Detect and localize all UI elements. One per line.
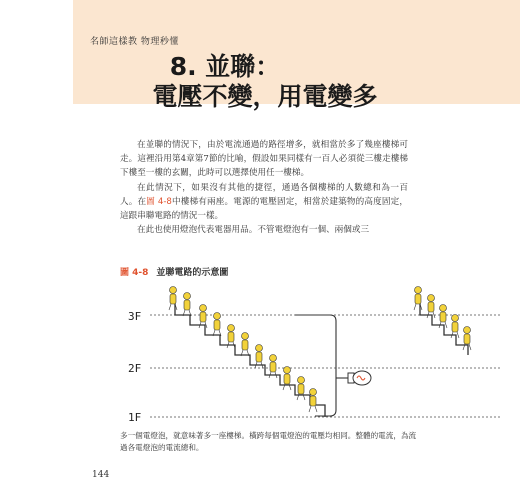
parallel-circuit-diagram [120,280,520,425]
paragraph-2-end: 中樓梯有兩座。電源的電壓固定，相當於建築物的高度固定，這跟串聯電路的情況一樣。 [120,196,408,222]
chapter-title [0,52,520,112]
paragraph-2-start: 在此情況下，如果沒有其他的捷徑，通過各個樓梯的人數總和為一百人。在 [120,182,408,207]
series-label: 名師這樣教 物理秒懂 [90,37,179,47]
floor-label-1f: 1F [128,411,142,424]
floor-label-2f: 2F [128,362,142,375]
paragraph-3: 在此也使用燈泡代表電器用品。不管電燈泡有一個、兩個或三 [137,225,370,236]
left-staircase [175,302,325,417]
light-bulb-icon [348,371,371,385]
people-group-right [414,287,471,351]
figure-number: 圖 4-8 [120,268,149,278]
chapter-title-line1: 8. 並聯： [169,52,281,81]
body-text [120,138,408,237]
figure-reference: 圖 4-8 [146,196,172,207]
paragraph-2 [120,181,408,224]
paragraph-1: 在並聯的情況下，由於電流通過的路徑增多，就相當於多了幾座樓梯可走。這裡沿用第4章第7節的比喻，假設如果同樣有一百人必須從三樓走樓梯下樓至一樓的玄關，此時可以選擇使用任一樓梯。 [120,140,408,179]
chapter-title-line2: 電壓不變，用電變多 [152,82,378,111]
figure-description: 多一個電燈泡，就意味著多一座樓梯。橫跨每個電燈泡的電壓均相同。整體的電流，為流過各電燈泡的電流總和。 [120,431,417,452]
page-number: 144 [92,470,110,480]
floor-label-3f: 3F [128,310,142,323]
figure-caption [120,265,228,278]
figure-title: 並聯電路的示意圖 [156,268,229,278]
